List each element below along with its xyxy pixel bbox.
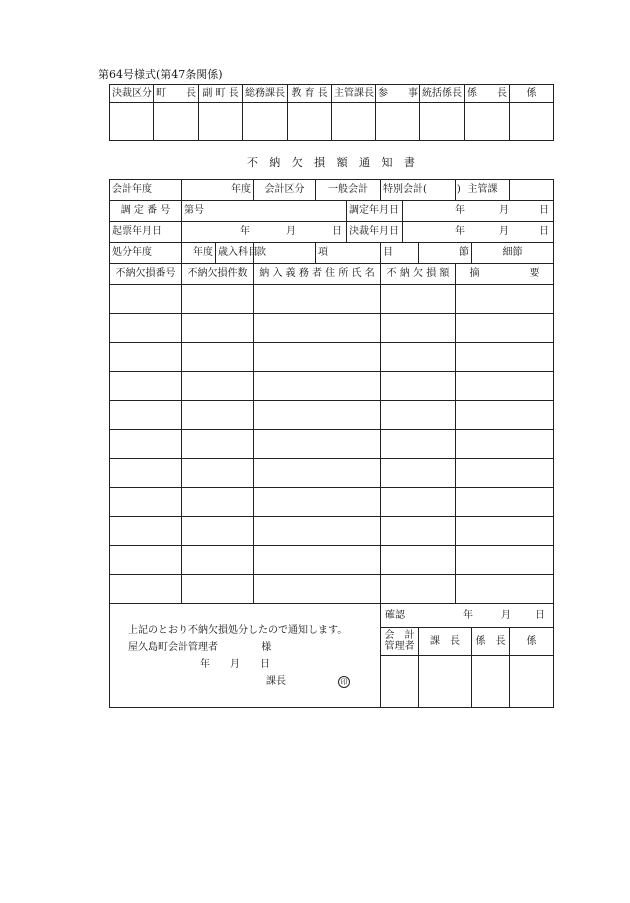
revenue-item-label: 歳入科目 (216, 243, 254, 264)
ref-date-label: 調定年月日 (347, 201, 403, 222)
remarks-cell[interactable] (456, 314, 554, 343)
main-form-table (109, 179, 554, 708)
accountant-label (381, 628, 419, 656)
name-address-cell[interactable] (254, 430, 381, 459)
count-cell[interactable] (182, 546, 254, 575)
amount-cell[interactable] (381, 517, 456, 546)
honorific: 様 (261, 642, 272, 653)
notice-text: 上記のとおり不納欠損処分したので通知します。 (128, 625, 348, 636)
approval-header: 総務課長 (243, 85, 288, 103)
day-mark: 日 (535, 609, 545, 621)
approval-seal-cell[interactable] (420, 103, 465, 141)
table-row (110, 546, 554, 575)
approval-header: 町 長 (154, 85, 199, 103)
table-row (110, 575, 554, 604)
number-cell[interactable] (110, 430, 182, 459)
month-mark: 月 (286, 226, 296, 237)
staff-seal-cell[interactable] (510, 656, 554, 708)
setsu-field[interactable]: 節 (419, 243, 472, 264)
table-row (110, 314, 554, 343)
chief-label: 課 長 (419, 628, 472, 656)
sub-chief-seal-cell[interactable] (472, 656, 510, 708)
approval-seal-cell[interactable] (243, 103, 288, 141)
amount-cell[interactable] (381, 488, 456, 517)
table-row (110, 285, 554, 314)
remarks-cell[interactable] (456, 459, 554, 488)
name-address-cell[interactable] (254, 314, 381, 343)
count-cell[interactable] (182, 459, 254, 488)
sub-chief-label: 係 長 (472, 628, 510, 656)
approval-seal-cell[interactable] (465, 103, 510, 141)
name-address-cell[interactable] (254, 459, 381, 488)
draft-date-field[interactable] (182, 222, 347, 243)
approval-header: 主管課長 (332, 85, 376, 103)
name-address-cell[interactable] (254, 546, 381, 575)
disposal-year-field[interactable]: 年度 (182, 243, 216, 264)
name-address-cell[interactable] (254, 401, 381, 430)
amount-cell[interactable] (381, 343, 456, 372)
ref-number-field[interactable]: 第号 (182, 201, 347, 222)
day-mark: 日 (332, 226, 342, 237)
remarks-cell[interactable] (456, 372, 554, 401)
kan-field[interactable]: 款 (254, 243, 316, 264)
column-header-count: 不納欠損件数 (182, 264, 254, 285)
chief-label: 課長 (266, 676, 286, 687)
number-cell[interactable] (110, 575, 182, 604)
count-cell[interactable] (182, 430, 254, 459)
general-account-option[interactable]: 一般会計 (316, 180, 381, 201)
kou-field[interactable]: 項 (316, 243, 381, 264)
column-header-name-address: 納 入 義 務 者 住 所 氏 名 (254, 264, 381, 285)
name-address-cell[interactable] (254, 488, 381, 517)
count-cell[interactable] (182, 285, 254, 314)
table-row (110, 459, 554, 488)
number-cell[interactable] (110, 488, 182, 517)
remarks-cell[interactable] (456, 517, 554, 546)
number-cell[interactable] (110, 372, 182, 401)
approval-header: 決裁区分 (110, 85, 154, 103)
accountant-seal-cell[interactable] (381, 656, 419, 708)
amount-cell[interactable] (381, 372, 456, 401)
month-mark: 月 (499, 226, 510, 237)
column-header-amount: 不 納 欠 損 額 (381, 264, 456, 285)
name-address-cell[interactable] (254, 372, 381, 401)
amount-cell[interactable] (381, 575, 456, 604)
year-mark: 年 (240, 226, 250, 237)
count-cell[interactable] (182, 314, 254, 343)
approval-header: 教 育 長 (288, 85, 332, 103)
ref-date-field[interactable] (403, 201, 554, 222)
approval-seal-cell[interactable] (332, 103, 376, 141)
approval-header: 係 長 (465, 85, 510, 103)
amount-cell[interactable] (381, 430, 456, 459)
approval-seal-cell[interactable] (510, 103, 554, 141)
accountant-label-line: 管理者 (384, 640, 415, 652)
approval-header: 係 (510, 85, 554, 103)
amount-cell[interactable] (381, 314, 456, 343)
recipient-name: 屋久島町会計管理者 (128, 642, 218, 653)
form-number: 第64号様式(第47条関係) (98, 68, 223, 81)
day-mark: 日 (539, 205, 550, 216)
number-cell[interactable] (110, 517, 182, 546)
confirm-label: 確認 (385, 609, 405, 621)
remarks-cell[interactable] (456, 546, 554, 575)
table-row (110, 488, 554, 517)
month-mark: 月 (499, 205, 510, 216)
number-cell[interactable] (110, 401, 182, 430)
department-field[interactable] (510, 180, 554, 201)
column-header-number: 不納欠損番号 (110, 264, 182, 285)
remarks-cell[interactable] (456, 488, 554, 517)
seal-icon: 印 (338, 676, 350, 688)
approval-header: 統括係長 (420, 85, 465, 103)
decision-date-label: 決裁年月日 (347, 222, 403, 243)
year-mark: 年 (455, 226, 466, 237)
count-cell[interactable] (182, 517, 254, 546)
amount-cell[interactable] (381, 285, 456, 314)
name-address-cell[interactable] (254, 575, 381, 604)
chief-line (128, 673, 378, 690)
number-cell[interactable] (110, 459, 182, 488)
remarks-cell[interactable] (456, 401, 554, 430)
approval-table (109, 84, 554, 141)
approval-seal-cell[interactable] (288, 103, 332, 141)
number-cell[interactable] (110, 314, 182, 343)
amount-cell[interactable] (381, 459, 456, 488)
day-mark: 日 (539, 226, 550, 237)
approval-header: 副 町 長 (199, 85, 243, 103)
notice-section (110, 604, 381, 708)
draft-date-label: 起票年月日 (110, 222, 182, 243)
table-row (110, 401, 554, 430)
chief-seal-cell[interactable] (419, 656, 472, 708)
account-type-label: 会計区分 (254, 180, 316, 201)
amount-cell[interactable] (381, 401, 456, 430)
approval-seal-cell[interactable] (110, 103, 154, 141)
special-account-option[interactable]: 特別会計( ) (381, 180, 456, 201)
count-cell[interactable] (182, 488, 254, 517)
approval-header: 参 事 (376, 85, 420, 103)
table-row (110, 372, 554, 401)
remarks-cell[interactable] (456, 575, 554, 604)
count-cell[interactable] (182, 372, 254, 401)
remarks-cell[interactable] (456, 343, 554, 372)
approval-seal-cell[interactable] (154, 103, 199, 141)
department-label: 主管課 (456, 180, 510, 201)
name-address-cell[interactable] (254, 285, 381, 314)
table-row (110, 430, 554, 459)
count-cell[interactable] (182, 575, 254, 604)
disposal-year-label: 処分年度 (110, 243, 182, 264)
table-row (110, 517, 554, 546)
count-cell[interactable] (182, 343, 254, 372)
table-row (110, 343, 554, 372)
fiscal-year-label: 会計年度 (110, 180, 182, 201)
remarks-cell[interactable] (456, 430, 554, 459)
month-mark: 月 (501, 609, 511, 621)
amount-cell[interactable] (381, 546, 456, 575)
ref-number-label: 調 定 番 号 (110, 201, 182, 222)
year-mark: 年 (455, 205, 466, 216)
year-mark: 年 (463, 609, 473, 621)
count-cell[interactable] (182, 401, 254, 430)
decision-date-field[interactable] (403, 222, 554, 243)
approval-seal-cell[interactable] (376, 103, 420, 141)
recipient-line (128, 639, 378, 656)
moku-field[interactable]: 目 (381, 243, 419, 264)
confirm-date-row[interactable] (381, 604, 554, 628)
saisetsu-field[interactable]: 細節 (472, 243, 554, 264)
remarks-cell[interactable] (456, 285, 554, 314)
fiscal-year-field[interactable]: 年度 (182, 180, 254, 201)
number-cell[interactable] (110, 343, 182, 372)
notice-date[interactable]: 年 月 日 (200, 659, 270, 670)
document-title: 不 納 欠 損 額 通 知 書 (246, 156, 416, 169)
column-header-remarks: 摘 要 (456, 264, 554, 285)
name-address-cell[interactable] (254, 343, 381, 372)
approval-seal-cell[interactable] (199, 103, 243, 141)
name-address-cell[interactable] (254, 517, 381, 546)
staff-label: 係 (510, 628, 554, 656)
accountant-label-line: 会 計 (384, 630, 415, 641)
number-cell[interactable] (110, 546, 182, 575)
number-cell[interactable] (110, 285, 182, 314)
